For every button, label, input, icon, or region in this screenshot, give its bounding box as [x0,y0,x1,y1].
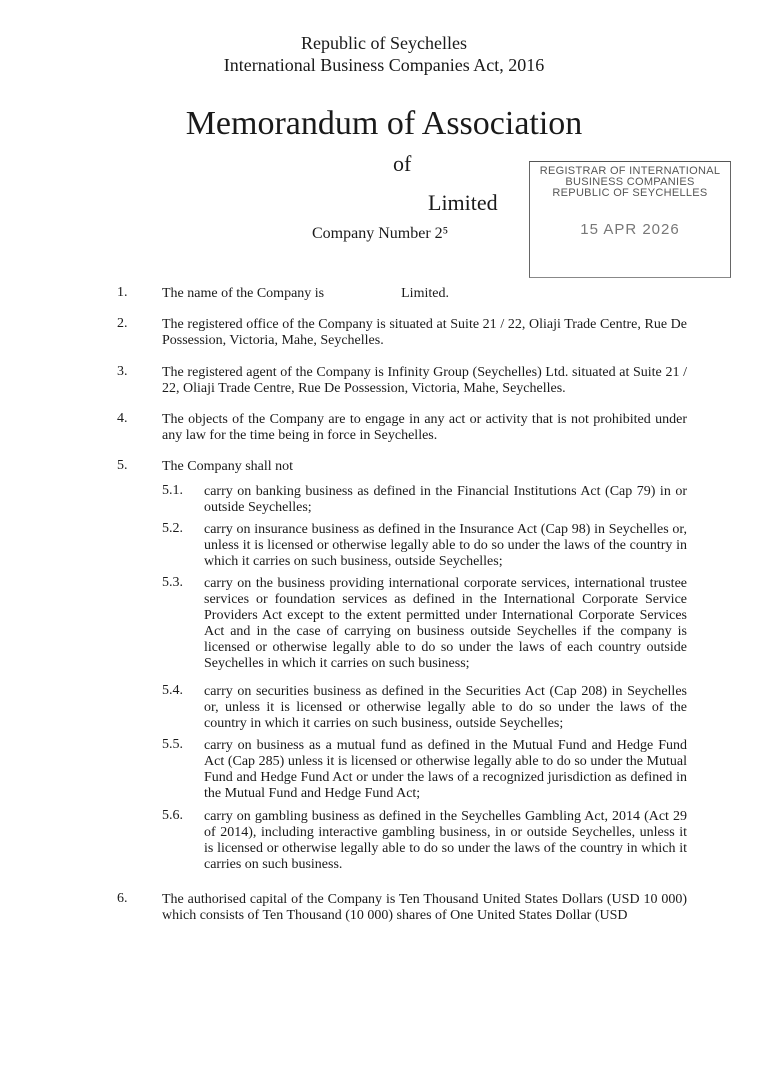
clause-number: 5. [117,458,128,473]
stamp-date: 15 APR 2026 [580,221,680,238]
clause-text: The authorised capital of the Company is Ten Thousand United States Dollars (USD 10 000) which consists of Ten Thousand (10 000) shares of One United States Dollar (USD [162,892,687,923]
clause-number: 2. [117,316,128,331]
subclause-text: carry on business as a mutual fund as defined in the Mutual Fund and Hedge Fund Act (Cap 285) unless it is licensed or otherwise legally able to do so under the Mutual Fund and Hedge Fund Act or under the laws of a recognized jurisdiction as defined in the Mutual Fund and Hedge Fund Act; [204,738,687,801]
subclause-number: 5.6. [162,808,183,823]
subclause-number: 5.2. [162,521,183,536]
document-title: Memorandum of Association [185,105,583,142]
clause-text: The registered agent of the Company is Infinity Group (Seychelles) Ltd. situated at Suite 21 / 22, Oliaji Trade Centre, Rue De Possession, Victoria, Mahe, Seychelles. [162,365,687,396]
title-of: of [393,151,412,176]
subclause-number: 5.3. [162,575,183,590]
clause-text: The name of the Company is Limited. [162,286,449,301]
clause-text: The registered office of the Company is situated at Suite 21 / 22, Oliaji Trade Centre, Rue De Possession, Victoria, Mahe, Seychelles. [162,317,687,348]
header-act: International Business Companies Act, 2016 [223,55,545,75]
subclause-number: 5.4. [162,683,183,698]
stamp-line-3: REPUBLIC OF SEYCHELLES [552,187,708,199]
subclause-text: carry on banking business as defined in the Financial Institutions Act (Cap 79) in or outside Seychelles; [204,484,687,515]
registrar-stamp [529,161,731,278]
clause-number: 4. [117,411,128,426]
clause-number: 6. [117,891,128,906]
subclause-text: carry on the business providing international corporate services, international trustee services or foundation services as defined in the International Corporate Service Providers Act except to the extent permitted under International Corporate Services Act and in the case of carrying on business outside Seychelles if the company is licensed or otherwise legally able to do so under the laws of each country outside Seychelles in which it carries on such business; [204,576,687,671]
stamp-line-1: REGISTRAR OF INTERNATIONAL [539,165,721,177]
subclause-number: 5.1. [162,483,183,498]
clause-text: The objects of the Company are to engage in any act or activity that is not prohibited under any law for the time being in force in Seychelles. [162,412,687,443]
clause-number: 1. [117,285,128,300]
subclause-text: carry on insurance business as defined in the Insurance Act (Cap 98) in Seychelles or, unless it is licensed or otherwise legally able to do so under the laws of the country in which it carries on such business, outside Seychelles; [204,522,687,569]
header-republic: Republic of Seychelles [301,33,467,53]
company-name-limited: Limited [428,190,498,215]
company-number: Company Number 2⁵ [312,225,449,242]
subclause-text: carry on gambling business as defined in the Seychelles Gambling Act, 2014 (Act 29 of 2014), including interactive gambling business, in or outside Seychelles, unless it is licensed or otherwise legally able to do so under the laws of the country in which it carries on such business. [204,809,687,872]
clause-number: 3. [117,364,128,379]
stamp-line-2: BUSINESS COMPANIES [565,176,695,188]
clause-text: The Company shall not [162,459,294,474]
subclause-text: carry on securities business as defined in the Securities Act (Cap 208) in Seychelles or, unless it is licensed or otherwise legally able to do so under the laws of the country in which it carries on such business, outside Seychelles; [204,684,687,731]
subclause-number: 5.5. [162,737,183,752]
